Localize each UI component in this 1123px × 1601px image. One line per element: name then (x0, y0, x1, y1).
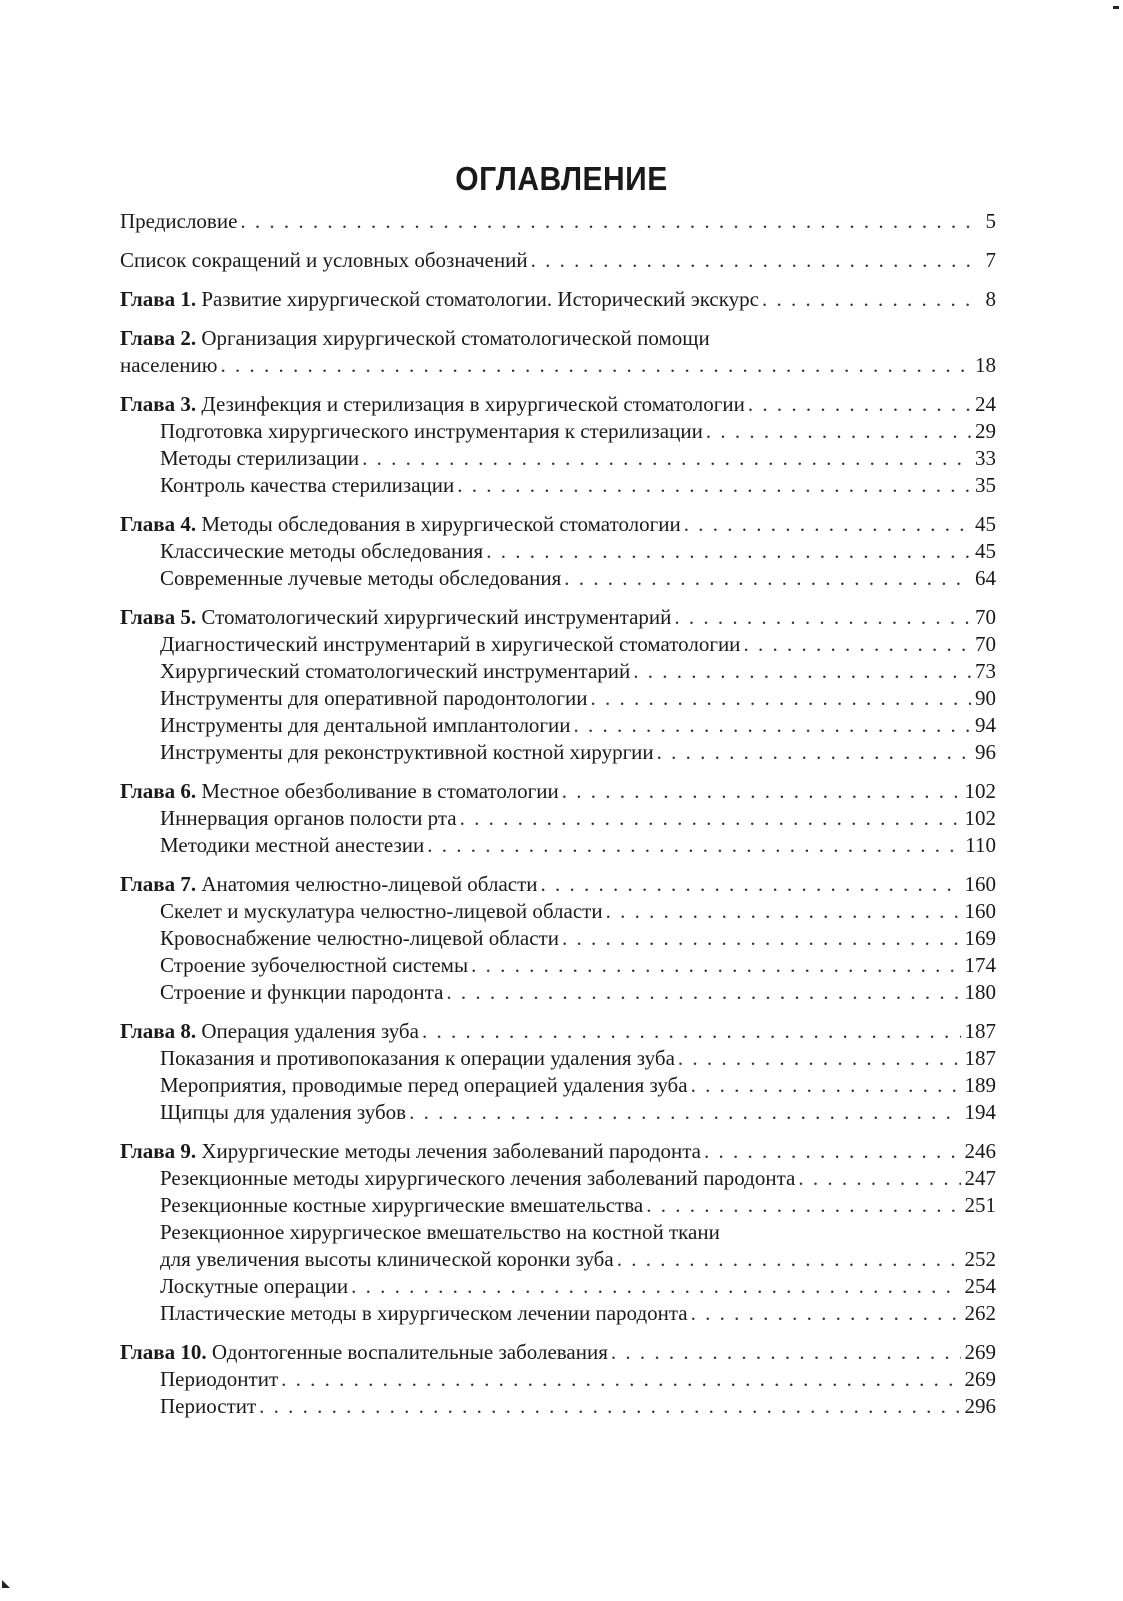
toc-entry-text: населению (120, 353, 218, 377)
toc-entry-text: Показания и противопоказания к операции удаления зуба (160, 1046, 675, 1070)
toc-page-number: 7 (985, 248, 996, 272)
toc-entry-text (120, 778, 559, 805)
toc-page-number: 18 (975, 353, 996, 377)
chapter-title: Развитие хирургической стоматологии. Исторический экскурс (196, 287, 759, 311)
chapter-label: Глава 1. (120, 287, 197, 311)
toc-page-number: 90 (975, 686, 996, 710)
toc-chapter-10[interactable] (120, 1339, 996, 1366)
leader-dots (220, 352, 971, 379)
toc-entry-text: Резекционные методы хирургического лечения заболеваний пародонта (160, 1166, 796, 1190)
leader-dots (362, 445, 971, 472)
leader-dots (743, 631, 971, 658)
toc-page-number: 246 (964, 1139, 996, 1163)
toc-section[interactable] (120, 1273, 996, 1300)
chapter-label: Глава 9. (120, 1139, 197, 1163)
toc-page-number: 247 (964, 1166, 996, 1190)
toc-entry-text: Лоскутные операции (160, 1274, 349, 1298)
scan-corner-mark (2, 1580, 10, 1588)
toc-entry-text: Инструменты для дентальной имплантологии (160, 713, 571, 737)
leader-dots (678, 1045, 961, 1072)
toc-page-number: 252 (964, 1247, 996, 1271)
chapter-title: Организация хирургической стоматологической помощи (196, 326, 710, 350)
leader-dots (471, 952, 960, 979)
leader-dots (531, 247, 974, 274)
chapter-title: Анатомия челюстно-лицевой области (196, 872, 538, 896)
chapter-title: Операция удаления зуба (196, 1019, 419, 1043)
toc-entry-text: Иннервация органов полости рта (160, 806, 457, 830)
toc-page-number: 45 (975, 539, 996, 563)
toc-section[interactable] (120, 658, 996, 685)
toc-section[interactable] (120, 445, 996, 472)
leader-dots (351, 1273, 960, 1300)
toc-chapter-7[interactable] (120, 871, 996, 898)
toc-page-number: 194 (964, 1100, 996, 1124)
toc-page-number: 94 (975, 713, 996, 737)
leader-dots (457, 472, 971, 499)
toc-page-number: 102 (964, 806, 996, 830)
toc-entry-text: Классические методы обследования (160, 539, 484, 563)
toc-section[interactable] (120, 712, 996, 739)
toc-page-number: 5 (985, 209, 996, 233)
toc-entry-text: Периостит (160, 1394, 257, 1418)
leader-dots (562, 778, 961, 805)
toc-section[interactable] (120, 1045, 996, 1072)
leader-dots (486, 538, 971, 565)
leader-dots (281, 1366, 960, 1393)
leader-dots (240, 208, 974, 235)
leader-dots (684, 511, 971, 538)
toc-entry-text: Контроль качества стерилизации (160, 473, 455, 497)
toc-section[interactable] (120, 1165, 996, 1192)
leader-dots (706, 418, 971, 445)
toc-section[interactable]: Резекционное хирургическое вмешательство на костной ткани (160, 1220, 720, 1244)
toc-chapter-5[interactable] (120, 604, 996, 631)
leader-dots (562, 925, 961, 952)
leader-dots (657, 739, 971, 766)
chapter-label: Глава 5. (120, 605, 197, 629)
leader-dots (646, 1192, 960, 1219)
toc-section[interactable] (120, 1192, 996, 1219)
toc-entry-text: Подготовка хирургического инструментария к стерилизации (160, 419, 703, 443)
chapter-label: Глава 10. (120, 1340, 207, 1364)
chapter-label: Глава 6. (120, 779, 197, 803)
toc-page-number: 45 (975, 512, 996, 536)
toc-page-number: 269 (964, 1367, 996, 1391)
leader-dots (446, 979, 960, 1006)
leader-dots (460, 805, 961, 832)
toc-page-number: 33 (975, 446, 996, 470)
leader-dots (691, 1300, 961, 1327)
leader-dots (564, 565, 971, 592)
toc-page-number: 8 (985, 287, 996, 311)
leader-dots (762, 286, 974, 313)
toc-page-number: 70 (975, 632, 996, 656)
toc-entry-text: Кровоснабжение челюстно-лицевой области (160, 926, 559, 950)
toc-chapter-3[interactable] (120, 391, 996, 418)
leader-dots (704, 1138, 961, 1165)
toc-section[interactable] (120, 631, 996, 658)
toc-entry-text (120, 604, 671, 631)
toc-section[interactable] (120, 952, 996, 979)
chapter-label: Глава 4. (120, 512, 197, 536)
leader-dots (606, 898, 961, 925)
toc-page-number: 254 (964, 1274, 996, 1298)
toc-entry-text: Список сокращений и условных обозначений (120, 248, 528, 272)
toc-page-number: 160 (964, 899, 996, 923)
toc-page-number: 174 (964, 953, 996, 977)
toc-page-number: 189 (964, 1073, 996, 1097)
toc-section[interactable] (120, 805, 996, 832)
leader-dots (617, 1246, 961, 1273)
toc-page-number: 251 (964, 1193, 996, 1217)
toc-entry-text (120, 1018, 419, 1045)
chapter-label: Глава 3. (120, 392, 197, 416)
leader-dots (674, 604, 971, 631)
toc-page-number: 102 (964, 779, 996, 803)
chapter-label: Глава 7. (120, 872, 197, 896)
toc-entry-continuation[interactable] (120, 1246, 996, 1273)
chapter-label: Глава 8. (120, 1019, 197, 1043)
toc-entry-text: Мероприятия, проводимые перед операцией удаления зуба (160, 1073, 688, 1097)
leader-dots (541, 871, 961, 898)
toc-chapter-4[interactable] (120, 511, 996, 538)
leader-dots (427, 832, 961, 859)
toc-entry-text (120, 391, 745, 418)
toc-page-number: 73 (975, 659, 996, 683)
leader-dots (574, 712, 971, 739)
toc-entry-text (120, 1138, 701, 1165)
chapter-title: Стоматологический хирургический инструментарий (196, 605, 672, 629)
toc-page-number: 64 (975, 566, 996, 590)
leader-dots (422, 1018, 961, 1045)
toc-section[interactable] (120, 1300, 996, 1327)
toc-entry-text: Хирургический стоматологический инструментарий (160, 659, 631, 683)
toc-page-number: 24 (975, 392, 996, 416)
toc-page-number: 96 (975, 740, 996, 764)
page-title: ОГЛАВЛЕНИЕ (455, 160, 668, 198)
toc-entry-continuation[interactable] (120, 352, 996, 379)
toc-entry-text: Периодонтит (160, 1367, 279, 1391)
toc-page-number: 110 (965, 833, 996, 857)
toc-entry-text (120, 286, 759, 313)
toc-entry[interactable] (120, 208, 996, 235)
toc-chapter-6[interactable] (120, 778, 996, 805)
toc-entry-text: Резекционные костные хирургические вмешательства (160, 1193, 644, 1217)
toc-entry-text: Скелет и мускулатура челюстно-лицевой области (160, 899, 603, 923)
toc-section[interactable] (120, 1099, 996, 1126)
leader-dots (748, 391, 971, 418)
chapter-title: Дезинфекция и стерилизация в хирургической стоматологии (196, 392, 745, 416)
scan-mark (1113, 6, 1119, 9)
table-of-contents (120, 208, 996, 1420)
chapter-title: Хирургические методы лечения заболеваний пародонта (196, 1139, 701, 1163)
toc-entry-text: Пластические методы в хирургическом лечении пародонта (160, 1301, 688, 1325)
toc-entry[interactable] (120, 247, 996, 274)
toc-section[interactable] (120, 418, 996, 445)
toc-page-number: 180 (964, 980, 996, 1004)
toc-section[interactable] (120, 925, 996, 952)
toc-entry-text: Диагностический инструментарий в хиругической стоматологии (160, 632, 741, 656)
toc-section[interactable] (120, 1072, 996, 1099)
toc-section[interactable] (120, 1366, 996, 1393)
toc-section[interactable] (120, 832, 996, 859)
leader-dots (798, 1165, 960, 1192)
leader-dots (259, 1393, 960, 1420)
toc-entry-text (120, 1339, 608, 1366)
toc-page-number: 169 (964, 926, 996, 950)
toc-entry-text: Современные лучевые методы обследования (160, 566, 562, 590)
toc-entry-text: Инструменты для оперативной пародонтологии (160, 686, 588, 710)
toc-page-number: 160 (964, 872, 996, 896)
toc-entry-text (120, 871, 538, 898)
toc-page-number: 35 (975, 473, 996, 497)
toc-entry-text: Методики местной анестезии (160, 833, 425, 857)
leader-dots (409, 1099, 960, 1126)
toc-page-number: 29 (975, 419, 996, 443)
leader-dots (691, 1072, 961, 1099)
toc-page-number: 70 (975, 605, 996, 629)
toc-entry-text: Методы стерилизации (160, 446, 360, 470)
chapter-title: Одонтогенные воспалительные заболевания (206, 1340, 608, 1364)
toc-section[interactable] (120, 685, 996, 712)
toc-page-number: 296 (964, 1394, 996, 1418)
toc-page-number: 262 (964, 1301, 996, 1325)
chapter-label: Глава 2. (120, 326, 197, 350)
toc-section[interactable] (120, 979, 996, 1006)
toc-section[interactable] (120, 739, 996, 766)
leader-dots (611, 1339, 961, 1366)
toc-chapter-8[interactable] (120, 1018, 996, 1045)
chapter-title: Местное обезболивание в стоматологии (196, 779, 559, 803)
toc-section[interactable] (120, 1393, 996, 1420)
toc-section[interactable] (120, 565, 996, 592)
toc-section[interactable] (120, 472, 996, 499)
toc-section[interactable] (120, 538, 996, 565)
toc-entry-text: Инструменты для реконструктивной костной хирургии (160, 740, 654, 764)
toc-entry-text: Щипцы для удаления зубов (160, 1100, 407, 1124)
leader-dots (633, 658, 971, 685)
chapter-title: Методы обследования в хирургической стоматологии (196, 512, 681, 536)
toc-page-number: 187 (964, 1046, 996, 1070)
toc-entry-text: Строение зубочелюстной системы (160, 953, 469, 977)
toc-entry-text: для увеличения высоты клинической коронки зуба (160, 1247, 614, 1271)
leader-dots (591, 685, 971, 712)
toc-chapter-9[interactable] (120, 1138, 996, 1165)
toc-page-number: 269 (964, 1340, 996, 1364)
toc-entry-text (120, 511, 681, 538)
toc-chapter-2[interactable] (120, 325, 996, 352)
toc-section[interactable] (120, 898, 996, 925)
toc-chapter-1[interactable] (120, 286, 996, 313)
toc-entry-text: Строение и функции пародонта (160, 980, 444, 1004)
toc-page-number: 187 (964, 1019, 996, 1043)
toc-entry-text: Предисловие (120, 209, 238, 233)
